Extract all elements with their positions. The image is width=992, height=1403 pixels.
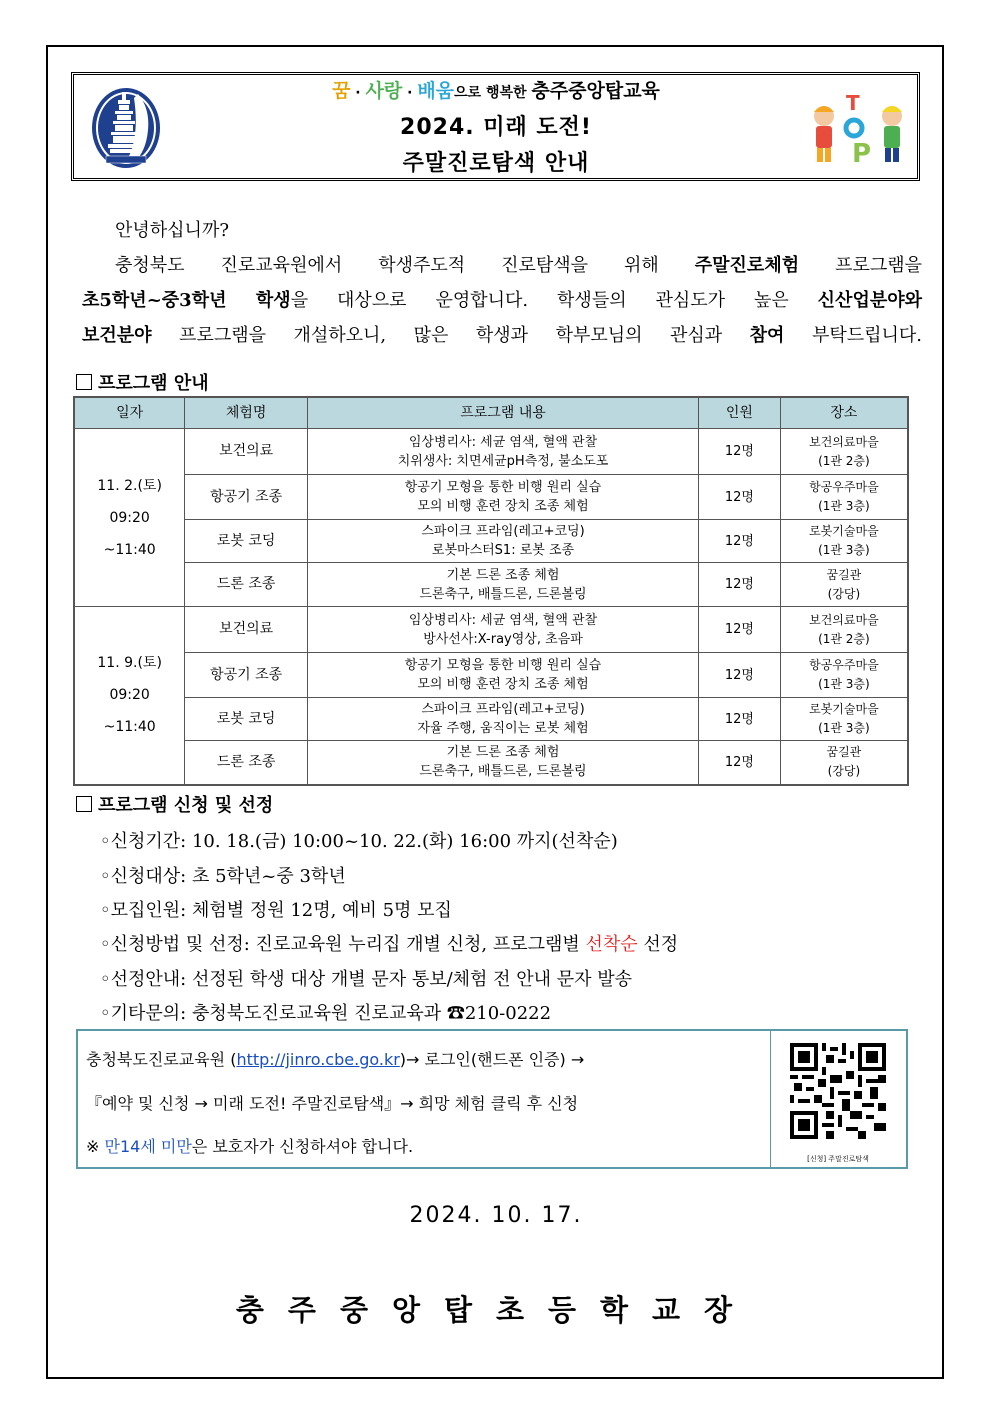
table-row: 항공기 조종 항공기 모형을 통한 비행 원리 실습 모의 비행 훈련 장치 조종 체험 12명 항공우주마을 (1관 3층) — [74, 475, 908, 520]
table-row: 로봇 코딩 스파이크 프라임(레고+코딩) 자율 주행, 움직이는 로봇 체험 12명 로봇기술마을 (1관 3층) — [74, 698, 908, 741]
date-cell: 11. 9.(토) 09:20 ~11:40 — [74, 607, 185, 785]
intro-line-1: 충청북도 진로교육원에서 학생주도적 진로탐색을 위해 주말진로체험 프로그램을 — [115, 255, 922, 276]
qr-code-icon[interactable] — [790, 1043, 886, 1139]
apply-target: ◦신청대상: 초 5학년~중 3학년 — [100, 866, 346, 887]
table-row: 로봇 코딩 스파이크 프라임(레고+코딩) 로봇마스터S1: 로봇 조종 12명 로봇기술마을 (1관 3층) — [74, 520, 908, 563]
apply-recruit: ◦모집인원: 체험별 정원 12명, 예비 5명 모집 — [100, 900, 452, 921]
section-program-info: 프로그램 안내 — [76, 369, 209, 395]
section-application: 프로그램 신청 및 선정 — [76, 791, 273, 817]
greeting: 안녕하십니까? — [115, 220, 229, 241]
table-row: 11. 9.(토) 09:20 ~11:40 보건의료 임상병리사: 세균 염색, 혈액 관찰 방사선사:X-ray영상, 초음파 12명 보건의료마을 (1관 2층) — [74, 607, 908, 653]
apply-contact: ◦기타문의: 충청북도진로교육원 진로교육과 ☎210-0222 — [100, 1003, 552, 1024]
table-row: 드론 조종 기본 드론 조종 체험 드론축구, 배틀드론, 드론볼링 12명 꿈길관 (강당) — [74, 741, 908, 785]
issue-date: 2024. 10. 17. — [409, 1203, 583, 1228]
table-header-row — [74, 397, 908, 429]
col-place: 장소 — [780, 397, 908, 429]
jinro-site-link[interactable]: http://jinro.cbe.go.kr — [236, 1050, 400, 1069]
qr-caption: [신청] 주말진로탐색 — [807, 1155, 869, 1163]
apply-period: ◦신청기간: 10. 18.(금) 10:00~10. 22.(화) 16:00 까지(선착순) — [100, 831, 618, 852]
svg-text:T: T — [846, 91, 860, 115]
date-cell: 11. 2.(토) 09:20 ~11:40 — [74, 429, 185, 607]
program-table — [73, 396, 909, 786]
apply-guide: ◦선정안내: 선정된 학생 대상 개별 문자 통보/체험 전 안내 문자 발송 — [100, 969, 633, 990]
checkbox-square-icon — [76, 374, 92, 390]
checkbox-square-icon — [76, 796, 92, 812]
how-to-line-2: 『예약 및 신청 → 미래 도전! 주말진로탐색』→ 희망 체험 클릭 후 신청 — [86, 1094, 579, 1113]
doc-title-2: 주말진로탐색 안내 — [402, 151, 590, 176]
apply-method: ◦신청방법 및 선정: 진로교육원 누리집 개별 신청, 프로그램별 선착순 선정 — [100, 934, 679, 955]
slogan: 꿈 · 사랑 · 배움으로 행복한 충주중앙탑교육 — [332, 80, 660, 102]
intro-line-2: 초5학년~중3학년 학생을 대상으로 운영합니다. 학생들의 관심도가 높은 신산업분야와 — [82, 290, 922, 311]
intro-line-3: 보건분야 프로그램을 개설하오니, 많은 학생과 학부모님의 관심과 참여 부탁드립니다. — [82, 325, 922, 346]
how-to-line-3: ※ 만14세 미만은 보호자가 신청하셔야 합니다. — [86, 1137, 414, 1156]
svg-text:P: P — [852, 139, 872, 166]
intro-text — [82, 213, 922, 353]
col-count: 인원 — [698, 397, 780, 429]
table-row: 항공기 조종 항공기 모형을 통한 비행 원리 실습 모의 비행 훈련 장치 조종 체험 12명 항공우주마을 (1관 3층) — [74, 653, 908, 698]
table-row: 11. 2.(토) 09:20 ~11:40 보건의료 임상병리사: 세균 염색, 혈액 관찰 치위생사: 치면세균pH측정, 불소도포 12명 보건의료마을 (1관 2층) — [74, 429, 908, 475]
col-content: 프로그램 내용 — [308, 397, 699, 429]
doc-title-1: 2024. 미래 도전! — [400, 115, 592, 140]
col-date: 일자 — [74, 397, 185, 429]
how-to-line-1: 충청북도진로교육원 (http://jinro.cbe.go.kr)→ 로그인(핸드폰 인증) → — [86, 1050, 585, 1069]
col-name: 체험명 — [185, 397, 308, 429]
table-row: 드론 조종 기본 드론 조종 체험 드론축구, 배틀드론, 드론볼링 12명 꿈길관 (강당) — [74, 563, 908, 607]
signer: 충주중앙탑초등학교장 — [235, 1293, 757, 1327]
